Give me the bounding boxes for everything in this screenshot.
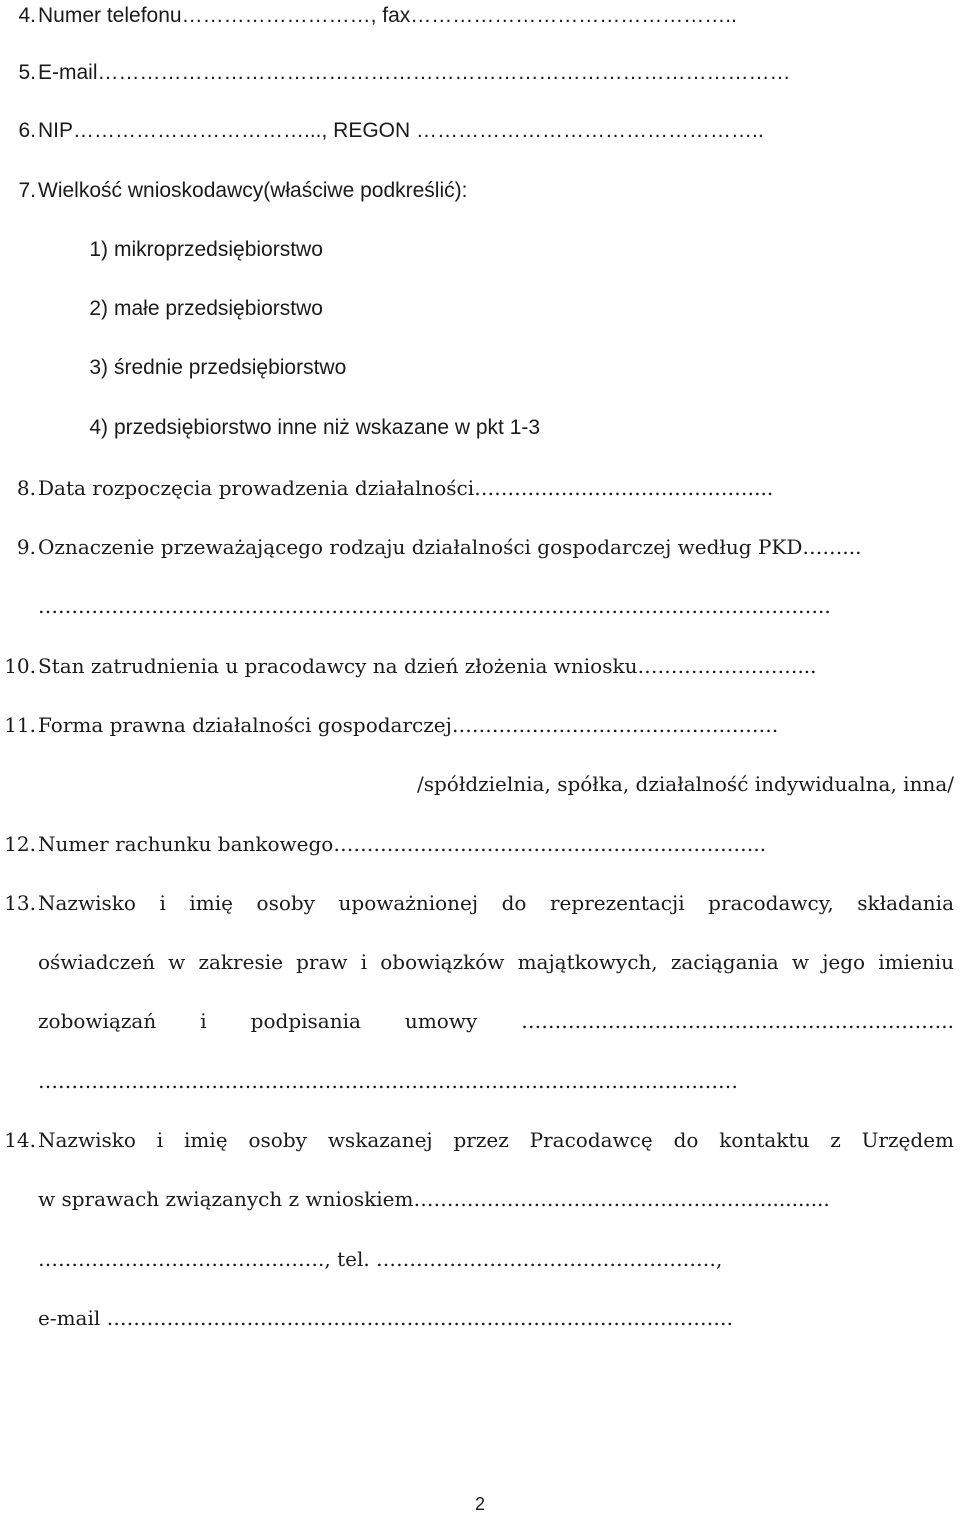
field-representative — [0, 946, 960, 978]
size-option — [0, 293, 960, 325]
field-representative-line: oświadczeń w zakresie praw i obowiązków majątkowych, zaciągania w jego imieniu — [38, 950, 954, 974]
field-contact-person — [0, 1243, 960, 1275]
size-option — [0, 234, 960, 266]
option-number: 3) — [89, 356, 108, 379]
option-number: 2) — [89, 297, 108, 320]
field-email — [0, 57, 960, 89]
size-option — [0, 352, 960, 384]
dotted-continuation: …………………………………………………………………………………………… — [38, 1069, 738, 1093]
field-nip-regon — [0, 115, 960, 147]
item-number: 12. — [4, 832, 36, 856]
option-text: mikroprzedsiębiorstwo — [114, 238, 323, 261]
field-representative-line: Nazwisko i imię osoby upoważnionej do reprezentacji pracodawcy, składania — [38, 891, 954, 915]
page-number: 2 — [474, 1494, 485, 1514]
field-contact-person-line: w sprawach związanych z wnioskiem……………………………………………............ — [38, 1187, 830, 1211]
field-representative — [0, 1005, 960, 1037]
field-start-date-text: Data rozpoczęcia prowadzenia działalności……………………………………... — [38, 476, 774, 500]
option-text: średnie przedsiębiorstwo — [114, 356, 347, 379]
field-legal-form-note — [0, 768, 960, 800]
option-text: przedsiębiorstwo inne niż wskazane w pkt 1-3 — [114, 416, 541, 439]
item-number: 13. — [4, 891, 36, 915]
item-number: 7. — [18, 179, 36, 202]
field-legal-form — [0, 709, 960, 741]
item-number: 10. — [4, 654, 36, 678]
item-number: 14. — [4, 1128, 36, 1152]
field-company-size-text: Wielkość wnioskodawcy(właściwe podkreślić): — [38, 179, 468, 202]
field-phone-fax — [0, 0, 960, 32]
field-pkd — [0, 531, 960, 563]
field-contact-person-line: e-mail …………………………………………………………………………………. — [38, 1306, 733, 1330]
field-contact-person — [0, 1183, 960, 1215]
option-number: 4) — [89, 416, 108, 439]
field-contact-person — [0, 1124, 960, 1156]
field-pkd-continuation — [0, 590, 960, 622]
size-option — [0, 412, 960, 444]
field-phone-fax-text: Numer telefonu………………………, fax……………………………………….. — [38, 4, 737, 27]
field-bank-account — [0, 828, 960, 860]
field-representative-line: zobowiązań i podpisania umowy ……………………………………………………….. — [38, 1009, 954, 1033]
item-number: 11. — [4, 713, 36, 737]
option-number: 1) — [89, 238, 108, 261]
item-number: 6. — [18, 119, 36, 142]
field-contact-person — [0, 1302, 960, 1334]
field-representative — [0, 887, 960, 919]
item-number: 4. — [18, 4, 36, 27]
item-number: 8. — [16, 476, 36, 500]
legal-form-note: /spółdzielnia, spółka, działalność indywidualna, inna/ — [416, 772, 954, 796]
item-number: 9. — [16, 535, 36, 559]
option-text: małe przedsiębiorstwo — [114, 297, 323, 320]
field-contact-person-line: Nazwisko i imię osoby wskazanej przez Pracodawcę do kontaktu z Urzędem — [38, 1128, 954, 1152]
dotted-continuation: ……………………………………………………………………………………………………….. — [38, 594, 831, 618]
item-number: 5. — [18, 61, 36, 84]
field-bank-account-text: Numer rachunku bankowego……………………………………………………….. — [38, 832, 767, 856]
field-legal-form-text: Forma prawna działalności gospodarczej…………………………………………. — [38, 713, 779, 737]
field-representative-continuation — [0, 1065, 960, 1097]
field-nip-regon-text: NIP……………………………..., REGON ………………………………………….. — [38, 119, 764, 142]
field-employment — [0, 650, 960, 682]
field-start-date — [0, 472, 960, 504]
field-contact-person-line: ……………………………………., tel. ……………………………………………, — [38, 1247, 723, 1271]
field-email-text: E-mail……………………………………………………………………………………… — [38, 61, 791, 84]
field-company-size — [0, 175, 960, 207]
field-pkd-text: Oznaczenie przeważającego rodzaju działalności gospodarczej według PKD……... — [38, 535, 862, 559]
field-employment-text: Stan zatrudnienia u pracodawcy na dzień złożenia wniosku……………………... — [38, 654, 817, 678]
